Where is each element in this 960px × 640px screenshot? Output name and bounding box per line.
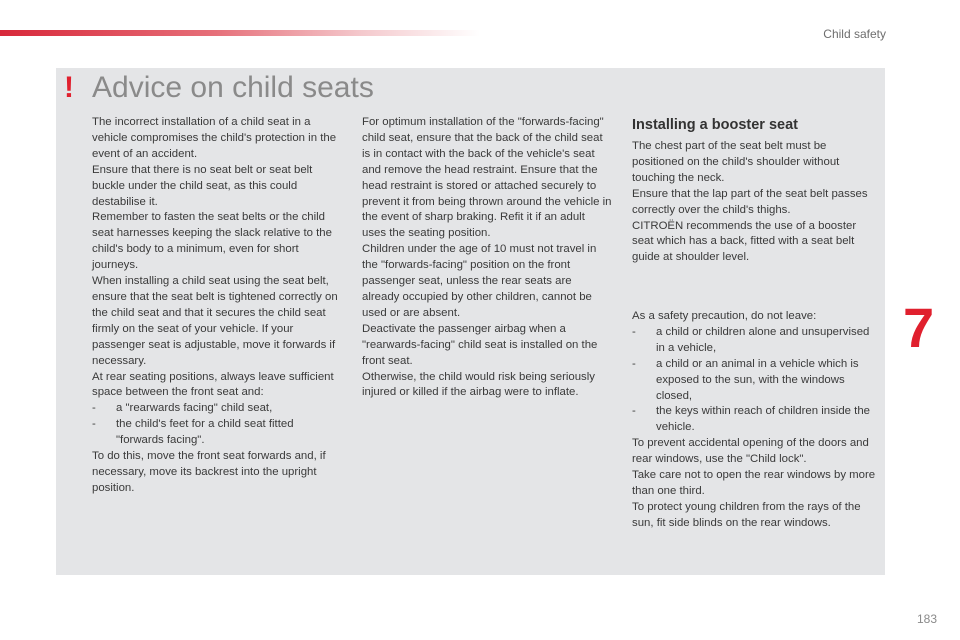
bullet-marker: - (92, 418, 96, 431)
column-2 (362, 115, 612, 401)
paragraph: Deactivate the passenger airbag when a "rearwards-facing" child seat is installed on the front seat. (362, 322, 598, 367)
paragraph: Children under the age of 10 must not travel in the "forwards-facing" position on the front passenger seat, unless the rear seats are already occupied by other children, cannot be used or are absent. (362, 243, 597, 319)
list-item-text: the child's feet for a child seat fitted "forwards facing". (116, 418, 294, 447)
chapter-number: 7 (903, 296, 935, 359)
paragraph: Remember to fasten the seat belts or the child seat harnesses keeping the slack relative to the child's body to a minimum, even for short journeys. (92, 211, 332, 272)
column-1 (92, 115, 342, 497)
paragraph: The incorrect installation of a child seat in a vehicle compromises the child's protection in the event of an accident. (92, 116, 337, 160)
column-3 (632, 139, 880, 266)
paragraph: Ensure that there is no seat belt or seat belt buckle under the child seat, as this could destabilise it. (92, 163, 313, 208)
paragraph: CITROËN recommends the use of a booster seat which has a back, fitted with a seat belt guide at shoulder level. (632, 219, 857, 264)
list-item (632, 404, 880, 436)
warning-icon: ! (64, 71, 74, 104)
paragraph: Ensure that the lap part of the seat belt passes correctly over the child's thighs. (632, 187, 868, 216)
bullet-marker: - (632, 357, 636, 370)
list-item (632, 325, 880, 357)
header-accent-bar (0, 30, 480, 36)
paragraph: To prevent accidental opening of the doors and rear windows, use the "Child lock". (632, 437, 869, 466)
column-3-precautions (632, 309, 880, 532)
list-item (92, 417, 342, 449)
bullet-marker: - (92, 402, 96, 415)
paragraph: Otherwise, the child would risk being seriously injured or killed if the airbag were to inflate. (362, 370, 595, 399)
list-item (92, 401, 342, 417)
section-header: Child safety (823, 27, 886, 41)
paragraph: The chest part of the seat belt must be positioned on the child's shoulder without touching the neck. (632, 140, 840, 184)
paragraph: Take care not to open the rear windows by more than one third. (632, 469, 876, 497)
paragraph: When installing a child seat using the seat belt, ensure that the seat belt is tightened correctly on the child seat and that it secures the child seat firmly on the seat of your vehicle. If your passenger seat is adjustable, move it forwards if necessary. (92, 275, 338, 367)
list-item-text: the keys within reach of children inside the vehicle. (656, 405, 871, 434)
paragraph: At rear seating positions, always leave sufficient space between the front seat and: (92, 370, 334, 399)
bullet-marker: - (632, 405, 636, 418)
list-item-text: a child or children alone and unsupervised in a vehicle, (656, 325, 870, 354)
booster-seat-heading: Installing a booster seat (632, 117, 798, 133)
list-item-text: a child or an animal in a vehicle which is exposed to the sun, with the windows closed, (656, 357, 859, 402)
paragraph: As a safety precaution, do not leave: (632, 310, 817, 322)
paragraph: To protect young children from the rays of the sun, fit side blinds on the rear windows. (632, 500, 861, 529)
list-item-text: a "rearwards facing" child seat, (116, 402, 273, 415)
page-number: 183 (917, 612, 938, 626)
paragraph: For optimum installation of the "forwards-facing" child seat, ensure that the back of the child seat is in contact with the back of the vehicle's seat and remove the head restraint. Ensure that the head restraint is stored or attached securely to prevent it from being thrown around the vehicle in the event of sharp braking. Refit it if an adult uses the seating position. (362, 116, 612, 240)
paragraph: To do this, move the front seat forwards and, if necessary, move its backrest into the upright position. (92, 450, 326, 494)
page-title: Advice on child seats (92, 71, 374, 104)
list-item (632, 357, 880, 405)
bullet-marker: - (632, 325, 636, 338)
